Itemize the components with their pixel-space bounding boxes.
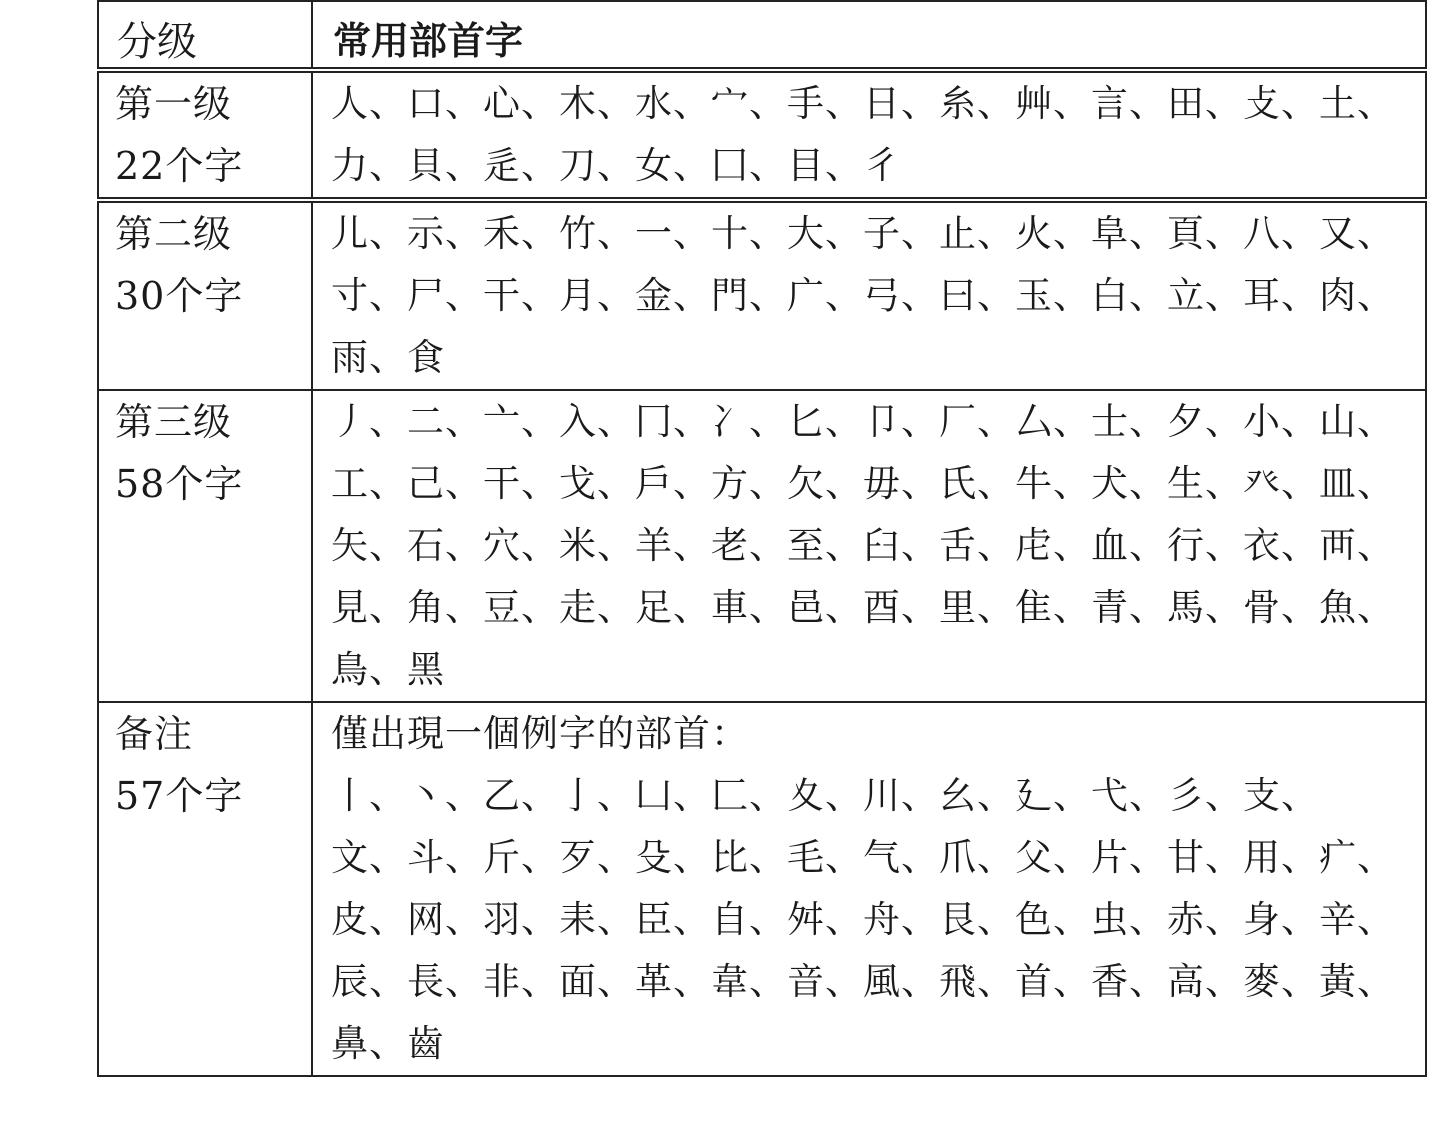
level-name: 备注 [115,712,194,756]
table-row [98,200,1426,390]
chars-cell [312,702,1426,1076]
level-cell [98,702,312,1076]
chars-line: 力、貝、辵、刀、女、囗、目、彳 [331,144,901,187]
level-count: 30个字 [115,274,244,318]
level-name: 第三级 [115,400,233,444]
chars-cell [312,70,1426,200]
chars-line: 丨、丶、乙、亅、凵、匚、夊、川、幺、廴、弋、彡、支、 [331,774,1319,817]
chars-cell [312,200,1426,390]
chars-line: 辰、長、非、面、革、韋、音、風、飛、首、香、高、麥、黃、 [331,960,1395,1003]
chars-line: 寸、尸、干、月、金、門、广、弓、曰、玉、白、立、耳、肉、 [331,274,1395,317]
chars-line: 見、角、豆、走、足、車、邑、酉、里、隹、青、馬、骨、魚、 [331,586,1395,629]
table-row [98,702,1426,1076]
radical-table [97,0,1427,1077]
level-cell [98,200,312,390]
table-row [98,70,1426,200]
chars-line: 鼻、齒 [331,1022,445,1065]
chars-line: 皮、网、羽、耒、臣、自、舛、舟、艮、色、虫、赤、身、辛、 [331,898,1395,941]
table-row [98,390,1426,702]
level-cell [98,390,312,702]
chars-line: 丿、二、亠、入、冂、冫、匕、卩、厂、厶、士、夕、小、山、 [331,400,1395,443]
level-count: 57个字 [115,774,244,818]
header-level-cell: 分级 [98,1,312,70]
chars-line: 雨、食 [331,336,445,379]
level-count: 22个字 [115,144,244,188]
level-name: 第二级 [115,212,233,256]
table-header-row [98,1,1426,70]
level-name: 第一级 [115,82,233,126]
chars-line: 工、己、干、戈、戶、方、欠、毋、氏、牛、犬、生、癶、皿、 [331,462,1395,505]
header-chars-cell: 常用部首字 [312,1,1426,70]
chars-cell [312,390,1426,702]
chars-line: 儿、示、禾、竹、一、十、大、子、止、火、阜、頁、八、又、 [331,212,1395,255]
chars-line: 僅出現一個例字的部首： [331,712,749,755]
chars-line: 矢、石、穴、米、羊、老、至、臼、舌、虍、血、行、衣、襾、 [331,524,1395,567]
chars-line: 鳥、黑 [331,648,445,691]
chars-line: 文、斗、斤、歹、殳、比、毛、气、爪、父、片、甘、用、疒、 [331,836,1395,879]
level-count: 58个字 [115,462,244,506]
level-cell [98,70,312,200]
chars-line: 人、口、心、木、水、宀、手、日、糸、艸、言、田、攴、土、 [331,82,1395,125]
